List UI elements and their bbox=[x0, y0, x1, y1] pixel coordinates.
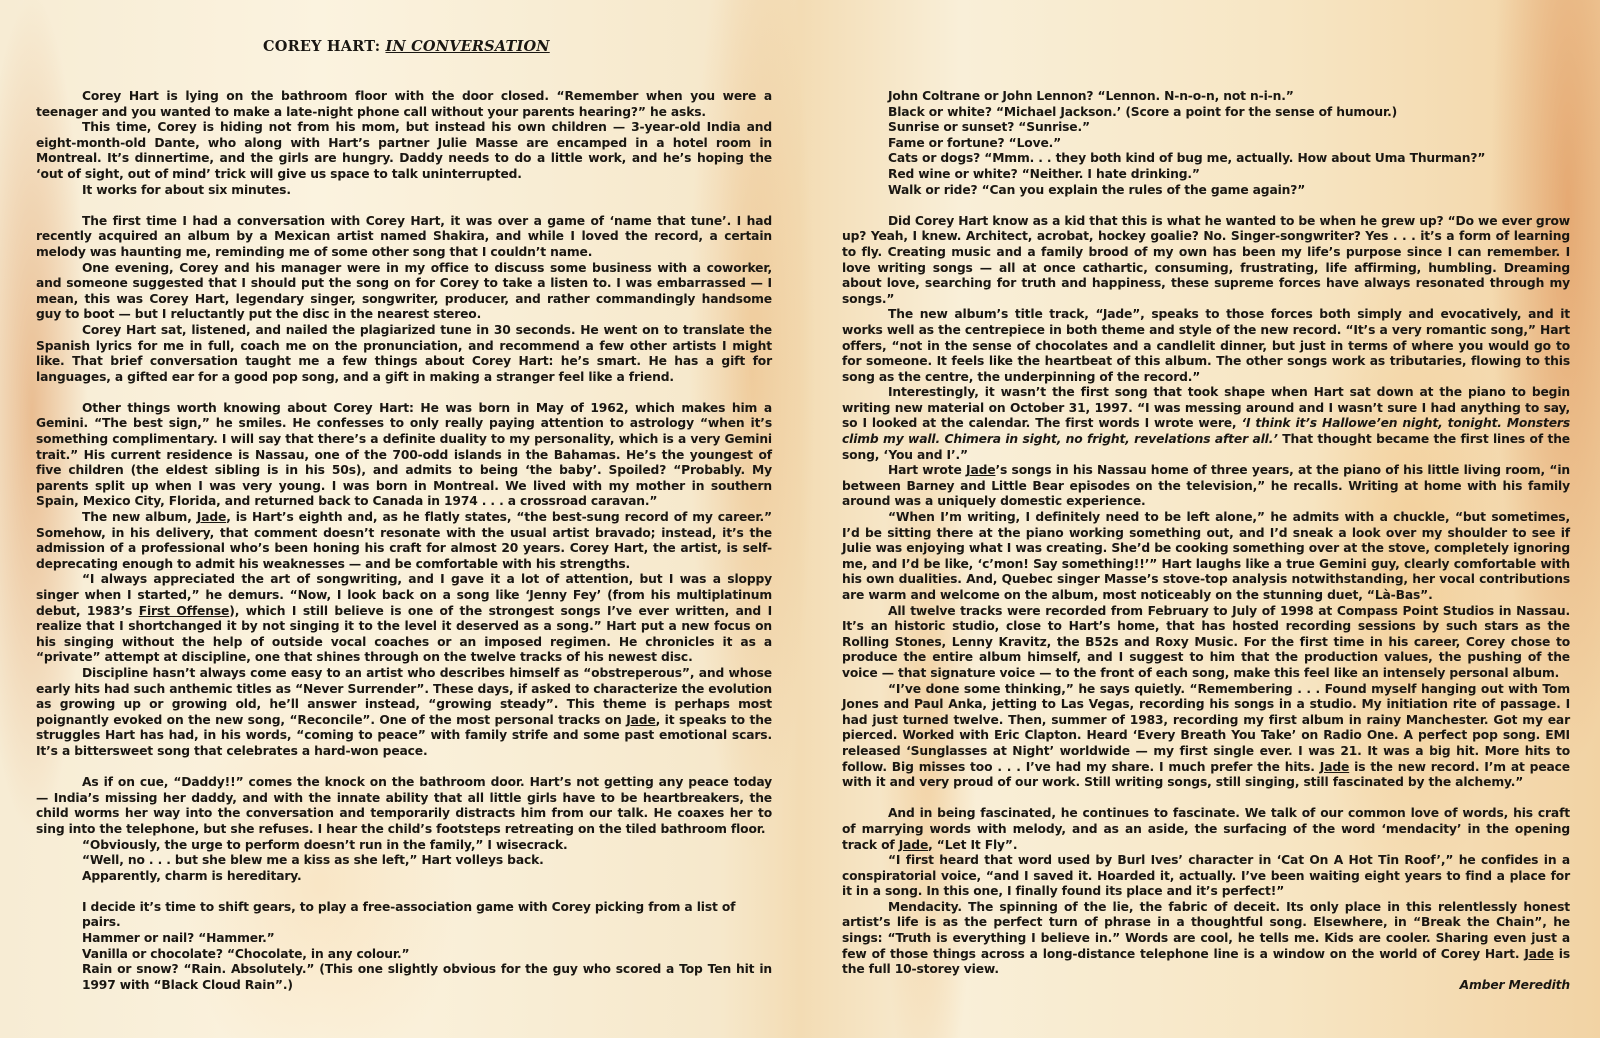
album-title: Jade bbox=[626, 712, 656, 727]
paragraph: The first time I had a conversation with Corey Hart, it was over a game of ‘name that tune’. I had recently acquired an album by a Mexican artist named Shakira, and while I loved the record, a certain melody was haunting me, reminding me of some other song that I couldn’t name. bbox=[36, 213, 772, 259]
paragraph: Other things worth knowing about Corey Hart: He was born in May of 1962, which makes him a Gemini. “The best sign,” he smiles. He confesses to only really paying attention to astrology “when it’s something complimentary. I will say that there’s a definite duality to my personality, which is a very Gemini trait.” His current residence is Nassau, one of the 700-odd islands in the Bahamas. He’s the youngest of five children (the eldest sibling is in his 50s), and admits to being ‘the baby’. Spoiled? “Probably. My parents split up when I was very young. I was born in Montreal. We lived with my mother in southern Spain, Mexico City, Florida, and returned back to Canada in 1974 . . . a crossroad caravan.” bbox=[36, 400, 772, 509]
paragraph: The new album, Jade, is Hart’s eighth and, as he flatly states, “the best-sung record of my career.” Somehow, in his delivery, that comment doesn’t resonate with the usual artist bravado; instead, it’s the admission of a professional who’s been honing his craft for almost 20 years. Corey Hart, the artist, is self-deprecating enough to admit his weaknesses — and be comfortable with his strengths. bbox=[36, 510, 772, 571]
dialogue-line: Cats or dogs? “Mmm. . . they both kind of bug me, actually. How about Uma Thurman?” bbox=[888, 151, 1486, 166]
paragraph: Hart wrote Jade’s songs in his Nassau home of three years, at the piano of his little living room, “in between Barney and Little Bear episodes on the television,” he recalls. Writing at home with his family around was a uniquely domestic experience. bbox=[842, 463, 1570, 509]
paragraph: “I first heard that word used by Burl Ives’ character in ‘Cat On A Hot Tin Roof’,” he confides in a conspiratorial voice, “and I saved it. Hoarded it, actually. I’ve been waiting eight years to find a place for it in a song. In this one, I finally found its place and it’s perfect!” bbox=[842, 853, 1570, 899]
dialogue-line: John Coltrane or John Lennon? “Lennon. N-n-o-n, not n-i-n.” bbox=[888, 89, 1294, 103]
paragraph: Discipline hasn’t always come easy to an artist who describes himself as “obstreperous”, and whose early hits had such anthemic titles as “Never Surrender”. These days, if asked to characterize the evolution as growing up or growing old, he’ll answer instead, “growing steady”. This theme is perhaps most poignantly evoked on the new song, “Reconcile”. One of the most personal tracks on Jade, it speaks to the struggles Hart has had, in his words, “coming to peace” with family strife and some past emotional scars. It’s a bittersweet song that celebrates a hard-won peace. bbox=[36, 665, 772, 758]
title-subtitle: IN CONVERSATION bbox=[385, 38, 550, 55]
paragraph: Corey Hart sat, listened, and nailed the plagiarized tune in 30 seconds. He went on to translate the Spanish lyrics for me in full, coach me on the pronunciation, and recommend a few other artists I might like. That brief conversation taught me a few things about Corey Hart: he’s smart. He has a gift for languages, a gifted ear for a good pop song, and a gift in making a stranger feel like a friend. bbox=[36, 322, 772, 384]
paragraph: “I’ve done some thinking,” he says quietly. “Remembering . . . Found myself hanging out with Tom Jones and Paul Anka, jetting to Las Vegas, recording his songs in a studio. My initiation rite of passage. I had just turned twelve. Then, summer of 1983, recording my first album in rainy Manchester. Got my ear pierced. Worked with Eric Clapton. Heard ‘Every Breath You Take’ on Radio One. A perfect pop song. EMI released ‘Sunglasses at Night’ worldwide — my first single ever. I was 21. It was a big hit. More hits to follow. Big misses too . . . I’ve had my share. I much prefer the hits. Jade is the new record. I’m at peace with it and very proud of our work. Still writing songs, still singing, still fascinated by the alchemy.” bbox=[842, 681, 1570, 790]
article-title bbox=[263, 38, 550, 55]
dialogue-line: Apparently, charm is hereditary. bbox=[82, 868, 302, 883]
paragraph: And in being fascinated, he continues to fascinate. We talk of our common love of words, his craft of marrying words with melody, and as an aside, the surfacing of the word ‘mendacity’ in the opening track of Jade, “Let It Fly”. bbox=[842, 806, 1570, 852]
album-title: Jade bbox=[966, 463, 996, 478]
right-column bbox=[842, 89, 1570, 993]
paragraph: Did Corey Hart know as a kid that this is what he wanted to be when he grew up? “Do we ever grow up? Yeah, I knew. Architect, acrobat, hockey goalie? No. Singer-songwriter? Yes . . . it’s a form of learning to fly. Creating music and a family brood of my own has been my life’s purpose since I can remember. I love writing songs — all at once cathartic, consuming, frustrating, life affirming, humbling. Dreaming about love, searching for truth and happiness, these supreme forces have always resonated through my songs.” bbox=[842, 213, 1570, 306]
dialogue-line: Red wine or white? “Neither. I hate drinking.” bbox=[888, 166, 1200, 181]
left-column bbox=[36, 89, 772, 993]
paragraph: Corey Hart is lying on the bathroom floor with the door closed. “Remember when you were a teenager and you wanted to make a late-night phone call without your parents hearing?” he asks. bbox=[36, 89, 772, 119]
dialogue-line: Black or white? “Michael Jackson.’ (Score a point for the sense of humour.) bbox=[888, 104, 1398, 119]
paragraph: “I always appreciated the art of songwriting, and I gave it a lot of attention, but I was a sloppy singer when I started,” he demurs. “Now, I look back on a song like ‘Jenny Fey’ (from his multiplatinum debut, 1983’s First Offense), which I still believe is one of the strongest songs I’ve ever written, and I realize that I shortchanged it by not singing it to the level it deserved as a song.” Hart put a new focus on his singing without the help of outside vocal coaches or an imposed regimen. He chronicles it as a “private” attempt at discipline, one that shines through on the twelve tracks of his newest disc. bbox=[36, 572, 772, 665]
dialogue-line: I decide it’s time to shift gears, to play a free-association game with Corey picking from a list of pairs. bbox=[82, 899, 736, 930]
dialogue-line: Rain or snow? “Rain. Absolutely.” (This one slightly obvious for the guy who scored a Top Ten hit in 1997 with “Black Cloud Rain”.) bbox=[82, 962, 772, 992]
dialogue-line: Vanilla or chocolate? “Chocolate, in any colour.” bbox=[82, 946, 410, 961]
paragraph: One evening, Corey and his manager were in my office to discuss some business with a coworker, and someone suggested that I should put the song on for Corey to take a listen to. I was embarrassed — I mean, this was Corey Hart, legendary singer, songwriter, producer, and rather commandingly handsome guy to boot — but I reluctantly put the disc in the nearest stereo. bbox=[36, 260, 772, 322]
dialogue-line: Fame or fortune? “Love.” bbox=[888, 135, 1062, 150]
dialogue-line: “Obviously, the urge to perform doesn’t run in the family,” I wisecrack. bbox=[82, 837, 568, 852]
album-title: First Offense bbox=[138, 603, 230, 618]
dialogue-line: Sunrise or sunset? “Sunrise.” bbox=[888, 120, 1090, 135]
paragraph: Interestingly, it wasn’t the first song that took shape when Hart sat down at the piano to begin writing new material on October 31, 1997. “I was messing around and I wasn’t sure I had anything to say, so I looked at the calendar. The first words I wrote were, ‘I think it’s Hallowe’en night, tonight. Monsters climb my wall. Chimera in sight, no fright, revelations after all.’ That thought became the first lines of the song, ‘You and I’.” bbox=[842, 385, 1571, 462]
paragraph: All twelve tracks were recorded from February to July of 1998 at Compass Point Studios in Nassau. It’s an historic studio, close to Hart’s home, that has hosted recording sessions by such stars as the Rolling Stones, Lenny Kravitz, the B52s and Roxy Music. For the first time in his career, Corey chose to produce the entire album himself, and I suggest to him that the production values, the pushing of the voice — that signature voice — to the front of each song, make this feel like an intensely personal album. bbox=[842, 603, 1570, 680]
paragraph: Mendacity. The spinning of the lie, the fabric of deceit. Its only place in this relentlessly honest artist’s life is as the perfect turn of phrase in a thoughtful song. Elsewhere, in “Break the Chain”, he sings: “Truth is everything I believe in.” Words are cool, he tells me. Kids are cooler. Sharing even just a few of those things across a long-distance telephone line is a window on the world of Corey Hart. Jade is the full 10-storey view. bbox=[842, 899, 1570, 977]
dialogue-line: Hammer or nail? “Hammer.” bbox=[82, 931, 275, 946]
album-title: Jade bbox=[898, 837, 929, 852]
title-main: COREY HART: bbox=[263, 38, 386, 55]
lyric-quote: ‘I think it’s Hallowe’en night, tonight. Monsters climb my wall. Chimera in sight, no fright, revelations after all.’ bbox=[842, 416, 1570, 447]
album-title: Jade bbox=[196, 510, 227, 525]
album-title: Jade bbox=[1319, 759, 1350, 774]
dialogue-line: Walk or ride? “Can you explain the rules of the game again?” bbox=[888, 182, 1306, 197]
paragraph: The new album’s title track, “Jade”, speaks to those forces both simply and evocatively, and it works well as the centrepiece in both theme and style of the new record. “It’s a very romantic song,” Hart offers, “not in the sense of chocolates and a candlelit dinner, but just in terms of where you would go to for someone. It feels like the heartbeat of this album. The other songs work as tributaries, flowing to this song as the centre, the underpinning of the record.” bbox=[842, 307, 1570, 384]
dialogue-line: “Well, no . . . but she blew me a kiss as she left,” Hart volleys back. bbox=[82, 853, 544, 868]
paragraph: It works for about six minutes. bbox=[82, 182, 291, 197]
album-title: Jade bbox=[1524, 946, 1554, 961]
author-signature: Amber Meredith bbox=[1459, 977, 1570, 992]
paragraph: “When I’m writing, I definitely need to be left alone,” he admits with a chuckle, “but sometimes, I’d be sitting there at the piano working something out, and I’d sneak a look over my shoulder to see if Julie was enjoying what I was creating. She’d be cooking something over at the stove, completely ignoring me, and I’d be like, ‘c’mon! Say something!!’” Hart laughs like a true Gemini guy, clearly comfortable with his own dualities. And, Quebec singer Masse’s stove-top analysis notwithstanding, her vocal contributions are warm and welcome on the album, most noticeably on the stunning duet, “Là-Bas”. bbox=[842, 510, 1570, 602]
paragraph: This time, Corey is hiding not from his mom, but instead his own children — 3-year-old India and eight-month-old Dante, who along with Hart’s partner Julie Masse are encamped in a hotel room in Montreal. It’s dinnertime, and the girls are hungry. Daddy needs to do a little work, and he’s hoping the ‘out of sight, out of mind’ trick will give us space to talk uninterrupted. bbox=[36, 120, 772, 181]
paragraph: As if on cue, “Daddy!!” comes the knock on the bathroom door. Hart’s not getting any peace today — India’s missing her daddy, and with the innate ability that all little girls have to be heartbreakers, the child worms her way into the conversation and temporarily distracts him from our talk. He coaxes her to sing into the telephone, but she refuses. I hear the child’s footsteps retreating on the tiled bathroom floor. bbox=[36, 775, 772, 836]
